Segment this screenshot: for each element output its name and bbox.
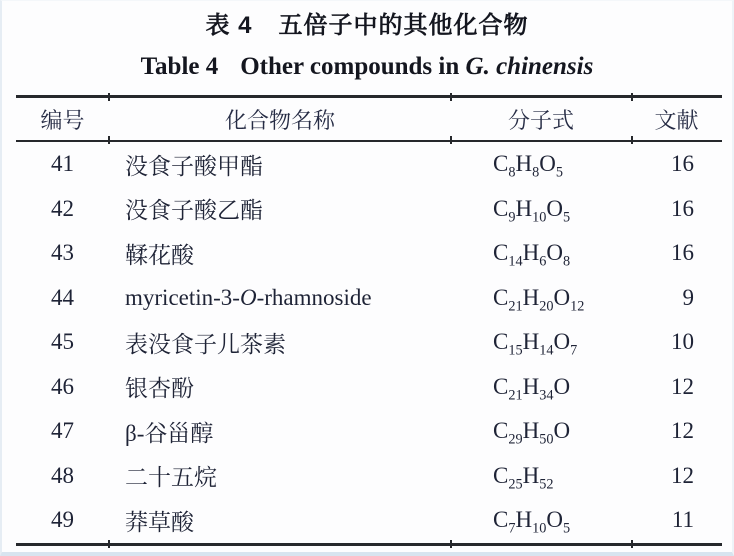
- cell-compound-number: 44: [51, 284, 74, 310]
- table-row: [16, 141, 722, 187]
- compound-table-wrap: [16, 95, 718, 546]
- cell-reference: 16: [671, 151, 694, 177]
- header-number: 编号: [16, 97, 109, 142]
- cell-compound-number: 48: [51, 462, 74, 488]
- table-row: [16, 409, 722, 454]
- cell-molecular-formula: $C_9H_{10}O_5$: [493, 195, 571, 226]
- cell-reference: 11: [671, 507, 694, 533]
- table-header: [16, 97, 722, 142]
- cell-molecular-formula: $C_{25}H_{52}$: [493, 462, 554, 493]
- header-name: 化合物名称: [109, 97, 451, 142]
- header-formula: 分子式: [451, 97, 631, 142]
- cell-compound-name: 没食子酸甲酯: [125, 153, 263, 179]
- cell-reference: 16: [671, 240, 694, 266]
- header-row: [16, 97, 722, 142]
- cell-reference: 16: [671, 195, 694, 221]
- cell-compound-name: 没食子酸乙酯: [125, 198, 263, 224]
- column-tick: [631, 540, 633, 548]
- table-number-chinese: 表 4: [205, 12, 253, 39]
- table-row: [16, 454, 722, 499]
- table-row: [16, 276, 722, 321]
- column-tick: [450, 136, 452, 144]
- cell-molecular-formula: $C_{29}H_{50}O$: [493, 418, 571, 448]
- compound-table: [16, 95, 722, 546]
- cell-compound-name: 鞣花酸: [125, 242, 194, 268]
- cell-molecular-formula: $C_{14}H_6O_8$: [493, 240, 571, 270]
- cell-compound-number: 46: [51, 373, 74, 399]
- table-caption-chinese: 五倍子中的其他化合物: [278, 12, 529, 39]
- table-title-chinese: [2, 10, 732, 42]
- table-row: [16, 498, 722, 544]
- table-body: [16, 141, 722, 544]
- table-caption-english: Other compounds in G. chinensis: [240, 53, 594, 80]
- cell-molecular-formula: $C_{21}H_{34}O$: [493, 373, 571, 404]
- cell-reference: 10: [671, 329, 694, 355]
- cell-compound-number: 42: [51, 195, 74, 221]
- cell-compound-name: β-谷甾醇: [125, 420, 214, 446]
- cell-molecular-formula: $C_8H_8O_5$: [493, 151, 563, 181]
- cell-compound-name: 表没食子儿茶素: [125, 331, 286, 357]
- column-tick: [631, 136, 633, 144]
- column-tick: [450, 540, 452, 548]
- cell-compound-number: 49: [51, 507, 74, 533]
- cell-reference: 9: [682, 284, 694, 310]
- column-tick: [450, 93, 452, 101]
- cell-compound-name: 银杏酚: [125, 376, 194, 402]
- table-row: [16, 231, 722, 276]
- cell-reference: 12: [671, 373, 694, 399]
- cell-molecular-formula: $C_{15}H_{14}O_7$: [493, 329, 578, 359]
- cell-compound-number: 43: [51, 240, 74, 266]
- cell-molecular-formula: $C_{21}H_{20}O_{12}$: [493, 284, 585, 315]
- cell-compound-number: 41: [51, 151, 74, 177]
- table-row: [16, 320, 722, 365]
- column-tick: [108, 540, 110, 548]
- cell-reference: 12: [671, 462, 694, 488]
- header-reference: 文献: [631, 97, 722, 142]
- cell-reference: 12: [671, 418, 694, 444]
- cell-compound-name: myricetin-3-O-rhamnoside: [125, 284, 372, 310]
- cell-compound-name: 莽草酸: [125, 509, 194, 535]
- cell-compound-name: 二十五烷: [125, 465, 217, 491]
- table-title-english: [2, 50, 732, 84]
- cell-compound-number: 47: [51, 418, 74, 444]
- table-number-english: Table 4: [140, 53, 219, 80]
- table-row: [16, 187, 722, 232]
- column-tick: [631, 93, 633, 101]
- column-tick: [108, 93, 110, 101]
- cell-molecular-formula: $C_7H_{10}O_5$: [493, 507, 571, 537]
- table-row: [16, 365, 722, 410]
- column-tick: [108, 136, 110, 144]
- cell-compound-number: 45: [51, 329, 74, 355]
